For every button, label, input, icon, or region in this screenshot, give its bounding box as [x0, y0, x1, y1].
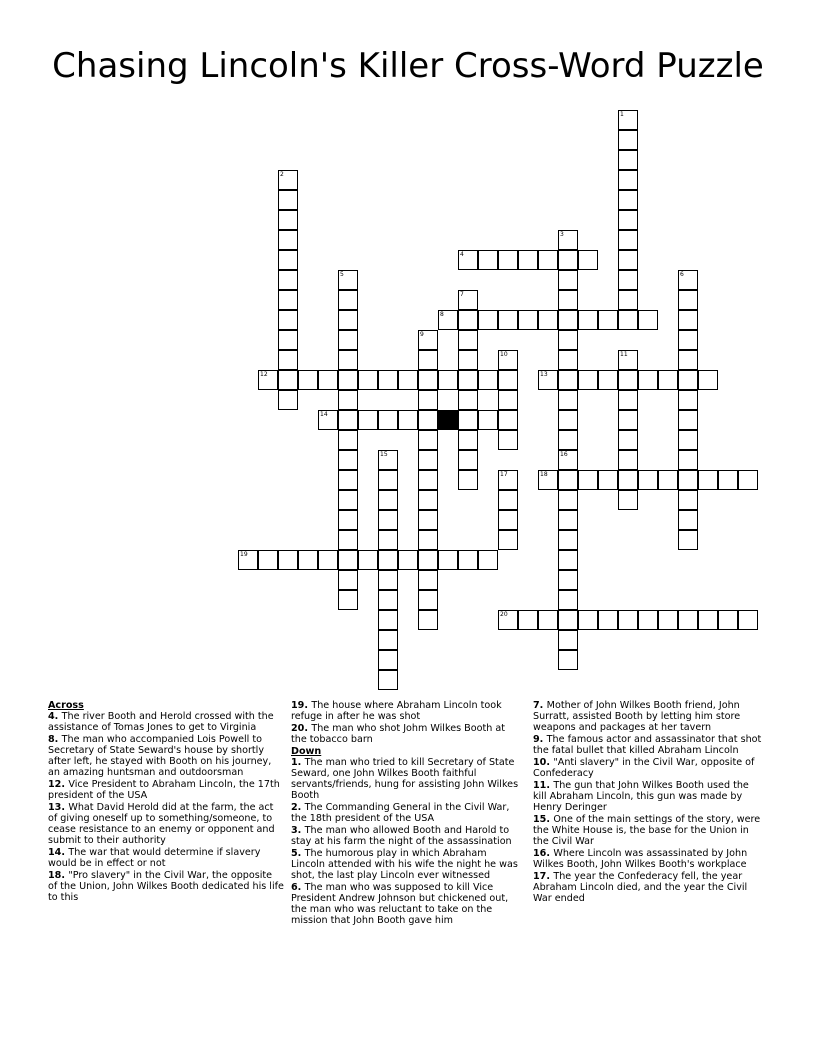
grid-cell[interactable]	[478, 310, 498, 330]
grid-cell[interactable]	[338, 490, 358, 510]
grid-cell[interactable]	[278, 390, 298, 410]
grid-cell[interactable]	[558, 530, 578, 550]
grid-cell[interactable]	[578, 370, 598, 390]
grid-cell[interactable]	[438, 550, 458, 570]
grid-cell[interactable]	[458, 370, 478, 390]
grid-cell[interactable]	[338, 370, 358, 390]
grid-cell[interactable]	[318, 410, 338, 430]
grid-cell[interactable]	[578, 310, 598, 330]
grid-cell[interactable]	[558, 370, 578, 390]
clue-number: 9	[420, 331, 424, 338]
grid-cell[interactable]	[238, 550, 258, 570]
grid-cell[interactable]	[698, 610, 718, 630]
grid-cell[interactable]	[278, 230, 298, 250]
grid-cell[interactable]	[678, 330, 698, 350]
grid-cell[interactable]	[558, 350, 578, 370]
grid-cell[interactable]	[278, 190, 298, 210]
grid-cell[interactable]	[538, 470, 558, 490]
clue-item: 20. The man who shot Johm Wilkes Booth at the tobacco barn	[291, 723, 505, 745]
grid-cell[interactable]	[278, 370, 298, 390]
grid-cell[interactable]	[678, 430, 698, 450]
clue-number: 19	[240, 551, 248, 558]
grid-cell[interactable]	[598, 610, 618, 630]
clue-item: 15. One of the main settings of the story, were the White House is, the base for the Union in the Civil War	[533, 814, 761, 847]
grid-cell[interactable]	[498, 310, 518, 330]
grid-cell[interactable]	[338, 550, 358, 570]
grid-cell[interactable]	[338, 350, 358, 370]
grid-cell[interactable]	[558, 270, 578, 290]
clue-number: 11	[620, 351, 628, 358]
grid-cell[interactable]	[618, 150, 638, 170]
grid-cell[interactable]	[558, 390, 578, 410]
grid-cell[interactable]	[278, 350, 298, 370]
grid-cell[interactable]	[258, 370, 278, 390]
grid-cell[interactable]	[558, 490, 578, 510]
grid-cell[interactable]	[538, 310, 558, 330]
grid-cell[interactable]	[338, 530, 358, 550]
clue-item: 18. "Pro slavery" in the Civil War, the opposite of the Union, John Wilkes Booth dedicated his life to this	[48, 870, 284, 903]
grid-cell[interactable]	[498, 430, 518, 450]
grid-cell[interactable]	[678, 490, 698, 510]
grid-cell[interactable]	[558, 310, 578, 330]
grid-cell[interactable]	[338, 430, 358, 450]
grid-cell[interactable]	[678, 470, 698, 490]
grid-cell[interactable]	[538, 610, 558, 630]
grid-cell[interactable]	[378, 610, 398, 630]
grid-cell[interactable]	[738, 470, 758, 490]
clue-column-1	[48, 700, 284, 904]
grid-cell[interactable]	[378, 650, 398, 670]
grid-cell[interactable]	[578, 250, 598, 270]
grid-cell[interactable]	[378, 590, 398, 610]
grid-cell[interactable]	[458, 470, 478, 490]
clue-column-2	[291, 700, 523, 927]
grid-cell[interactable]	[558, 570, 578, 590]
grid-cell[interactable]	[498, 250, 518, 270]
grid-cell[interactable]	[438, 310, 458, 330]
grid-cell[interactable]	[478, 550, 498, 570]
grid-cell[interactable]	[638, 370, 658, 390]
grid-cell[interactable]	[458, 310, 478, 330]
grid-cell[interactable]	[738, 610, 758, 630]
down-heading: Down	[291, 746, 322, 757]
grid-cell[interactable]	[498, 470, 518, 490]
grid-cell[interactable]	[618, 470, 638, 490]
grid-cell[interactable]	[478, 250, 498, 270]
grid-cell[interactable]	[458, 410, 478, 430]
grid-cell[interactable]	[278, 250, 298, 270]
clue-number: 6	[680, 271, 684, 278]
grid-cell[interactable]	[298, 550, 318, 570]
grid-cell[interactable]	[498, 530, 518, 550]
grid-cell[interactable]	[558, 590, 578, 610]
grid-cell[interactable]	[538, 370, 558, 390]
grid-cell[interactable]	[278, 330, 298, 350]
grid-cell[interactable]	[498, 390, 518, 410]
grid-cell[interactable]	[678, 390, 698, 410]
grid-cell[interactable]	[378, 550, 398, 570]
grid-cell[interactable]	[698, 370, 718, 390]
clue-number: 17	[500, 471, 508, 478]
grid-cell[interactable]	[618, 350, 638, 370]
grid-cell[interactable]	[418, 410, 438, 430]
grid-cell[interactable]	[338, 410, 358, 430]
grid-cell[interactable]	[638, 610, 658, 630]
clue-number: 5	[340, 271, 344, 278]
grid-cell[interactable]	[278, 290, 298, 310]
grid-cell[interactable]	[418, 530, 438, 550]
clue-item: 9. The famous actor and assassinator that shot the fatal bullet that killed Abraham Lincoln	[533, 734, 762, 756]
clue-item: 4. The river Booth and Herold crossed with the assistance of Tomas Jones to get to Virginia	[48, 711, 274, 733]
grid-cell[interactable]	[338, 590, 358, 610]
grid-cell[interactable]	[658, 470, 678, 490]
grid-cell[interactable]	[458, 350, 478, 370]
grid-cell[interactable]	[638, 470, 658, 490]
grid-cell[interactable]	[358, 410, 378, 430]
across-heading: Across	[48, 700, 84, 711]
clue-item: 16. Where Lincoln was assassinated by John Wilkes Booth, John Wilkes Booth's workplace	[533, 848, 748, 870]
grid-cell[interactable]	[618, 190, 638, 210]
grid-cell[interactable]	[458, 430, 478, 450]
grid-cell[interactable]	[618, 390, 638, 410]
clue-item: 13. What David Herold did at the farm, the act of giving oneself up to something/someone, to cease resistance to an enemy or opponent and submit to their authority	[48, 802, 275, 846]
grid-cell[interactable]	[338, 450, 358, 470]
grid-cell[interactable]	[358, 370, 378, 390]
grid-cell[interactable]	[458, 390, 478, 410]
clue-item: 3. The man who allowed Booth and Harold to stay at his farm the night of the assassination	[291, 825, 512, 847]
grid-cell[interactable]	[418, 490, 438, 510]
grid-cell[interactable]	[458, 550, 478, 570]
grid-cell[interactable]	[378, 630, 398, 650]
grid-cell[interactable]	[338, 310, 358, 330]
grid-cell[interactable]	[318, 370, 338, 390]
grid-cell[interactable]	[478, 410, 498, 430]
grid-cell[interactable]	[578, 470, 598, 490]
grid-cell[interactable]	[618, 130, 638, 150]
grid-cell[interactable]	[718, 470, 738, 490]
grid-cell[interactable]	[718, 610, 738, 630]
grid-cell[interactable]	[618, 310, 638, 330]
grid-cell[interactable]	[578, 610, 598, 630]
clue-number: 4	[460, 251, 464, 258]
grid-cell[interactable]	[278, 310, 298, 330]
clue-number: 8	[440, 311, 444, 318]
grid-cell[interactable]	[498, 350, 518, 370]
grid-cell[interactable]	[378, 670, 398, 690]
grid-cell[interactable]	[358, 550, 378, 570]
grid-cell[interactable]	[558, 610, 578, 630]
grid-cell[interactable]	[678, 290, 698, 310]
grid-cell[interactable]	[678, 310, 698, 330]
grid-cell[interactable]	[458, 330, 478, 350]
grid-cell[interactable]	[678, 530, 698, 550]
clue-number: 14	[320, 411, 328, 418]
grid-cell[interactable]	[398, 410, 418, 430]
grid-cell[interactable]	[618, 430, 638, 450]
grid-cell[interactable]	[378, 530, 398, 550]
grid-cell[interactable]	[618, 230, 638, 250]
grid-cell[interactable]	[418, 430, 438, 450]
puzzle-title: Chasing Lincoln's Killer Cross-Word Puzzle	[52, 46, 764, 86]
clue-item: 14. The war that would determine if slavery would be in effect or not	[48, 847, 261, 869]
grid-cell[interactable]	[498, 490, 518, 510]
grid-cell[interactable]	[338, 510, 358, 530]
grid-cell[interactable]	[618, 270, 638, 290]
grid-cell[interactable]	[338, 390, 358, 410]
clue-item: 10. "Anti slavery" in the Civil War, opposite of Confederacy	[533, 757, 755, 779]
grid-cell[interactable]	[398, 550, 418, 570]
grid-cell[interactable]	[458, 250, 478, 270]
grid-cell[interactable]	[418, 370, 438, 390]
grid-cell[interactable]	[618, 250, 638, 270]
grid-cell[interactable]	[558, 550, 578, 570]
grid-cell[interactable]	[618, 490, 638, 510]
grid-cell[interactable]	[278, 270, 298, 290]
clue-item: 5. The humorous play in which Abraham Lincoln attended with his wife the night he was shot, the last play Lincoln ever witnessed	[291, 848, 518, 881]
clue-number: 10	[500, 351, 508, 358]
grid-cell[interactable]	[558, 410, 578, 430]
grid-cell[interactable]	[618, 210, 638, 230]
grid-cell[interactable]	[558, 430, 578, 450]
grid-cell[interactable]	[678, 270, 698, 290]
grid-cell[interactable]	[298, 370, 318, 390]
grid-cell[interactable]	[378, 510, 398, 530]
black-square	[438, 410, 458, 430]
grid-cell[interactable]	[418, 330, 438, 350]
grid-cell[interactable]	[418, 470, 438, 490]
grid-cell[interactable]	[378, 570, 398, 590]
grid-cell[interactable]	[458, 290, 478, 310]
clue-item: 19. The house where Abraham Lincoln took refuge in after he was shot	[291, 700, 502, 722]
grid-cell[interactable]	[598, 470, 618, 490]
grid-cell[interactable]	[618, 170, 638, 190]
clue-item: 2. The Commanding General in the Civil War, the 18th president of the USA	[291, 802, 510, 824]
grid-cell[interactable]	[418, 450, 438, 470]
grid-cell[interactable]	[618, 610, 638, 630]
grid-cell[interactable]	[678, 370, 698, 390]
grid-cell[interactable]	[378, 370, 398, 390]
grid-cell[interactable]	[558, 650, 578, 670]
grid-cell[interactable]	[678, 610, 698, 630]
grid-cell[interactable]	[338, 470, 358, 490]
grid-cell[interactable]	[498, 510, 518, 530]
grid-cell[interactable]	[278, 550, 298, 570]
grid-cell[interactable]	[558, 250, 578, 270]
grid-cell[interactable]	[378, 470, 398, 490]
clue-item: 17. The year the Confederacy fell, the year Abraham Lincoln died, and the year the Civil War ended	[533, 871, 748, 904]
clue-number: 16	[560, 451, 568, 458]
grid-cell[interactable]	[498, 610, 518, 630]
grid-cell[interactable]	[698, 470, 718, 490]
grid-cell[interactable]	[418, 590, 438, 610]
grid-cell[interactable]	[338, 290, 358, 310]
grid-cell[interactable]	[338, 570, 358, 590]
grid-cell[interactable]	[418, 550, 438, 570]
grid-cell[interactable]	[658, 370, 678, 390]
grid-cell[interactable]	[678, 510, 698, 530]
grid-cell[interactable]	[598, 370, 618, 390]
grid-cell[interactable]	[558, 450, 578, 470]
grid-cell[interactable]	[318, 550, 338, 570]
grid-cell[interactable]	[418, 570, 438, 590]
grid-cell[interactable]	[558, 290, 578, 310]
grid-cell[interactable]	[678, 450, 698, 470]
grid-cell[interactable]	[598, 310, 618, 330]
grid-cell[interactable]	[498, 410, 518, 430]
grid-cell[interactable]	[338, 270, 358, 290]
grid-cell[interactable]	[378, 490, 398, 510]
clue-number: 7	[460, 291, 464, 298]
grid-cell[interactable]	[458, 450, 478, 470]
grid-cell[interactable]	[518, 610, 538, 630]
grid-cell[interactable]	[638, 310, 658, 330]
grid-cell[interactable]	[558, 330, 578, 350]
grid-cell[interactable]	[558, 630, 578, 650]
grid-cell[interactable]	[558, 230, 578, 250]
grid-cell[interactable]	[378, 450, 398, 470]
grid-cell[interactable]	[618, 450, 638, 470]
clue-number: 12	[260, 371, 268, 378]
grid-cell[interactable]	[338, 330, 358, 350]
clue-number: 15	[380, 451, 388, 458]
grid-cell[interactable]	[398, 370, 418, 390]
grid-cell[interactable]	[518, 310, 538, 330]
grid-cell[interactable]	[498, 370, 518, 390]
grid-cell[interactable]	[438, 370, 458, 390]
grid-cell[interactable]	[258, 550, 278, 570]
clue-item: 11. The gun that John Wilkes Booth used the kill Abraham Lincoln, this gun was made by Henry Deringer	[533, 780, 749, 813]
grid-cell[interactable]	[418, 610, 438, 630]
clue-item: 1. The man who tried to kill Secretary of State Seward, one John Wilkes Booth faithful servants/friends, hung for assisting John Wilkes Booth	[291, 757, 519, 801]
clue-number: 13	[540, 371, 548, 378]
grid-cell[interactable]	[278, 170, 298, 190]
grid-cell[interactable]	[558, 510, 578, 530]
clue-item: 6. The man who was supposed to kill Vice President Andrew Johnson but chickened out, the man who was reluctant to take on the mission that John Booth gave him	[291, 882, 509, 926]
clue-item: 12. Vice President to Abraham Lincoln, the 17th president of the USA	[48, 779, 280, 801]
grid-cell[interactable]	[278, 210, 298, 230]
grid-cell[interactable]	[618, 290, 638, 310]
clue-number: 20	[500, 611, 508, 618]
grid-cell[interactable]	[378, 410, 398, 430]
grid-cell[interactable]	[678, 350, 698, 370]
grid-cell[interactable]	[478, 370, 498, 390]
grid-cell[interactable]	[538, 250, 558, 270]
grid-cell[interactable]	[518, 250, 538, 270]
clue-number: 2	[280, 171, 284, 178]
grid-cell[interactable]	[418, 510, 438, 530]
across-clue-list	[48, 711, 284, 903]
grid-cell[interactable]	[658, 610, 678, 630]
clue-column-3	[533, 700, 765, 905]
clue-item: 8. The man who accompanied Lois Powell to Secretary of State Seward's house by shortly after left, he stayed with Booth on his journey, an amazing huntsman and outdoorsman	[48, 734, 272, 778]
clue-number: 3	[560, 231, 564, 238]
grid-cell[interactable]	[618, 410, 638, 430]
grid-cell[interactable]	[558, 470, 578, 490]
clue-item: 7. Mother of John Wilkes Booth friend, John Surratt, assisted Booth by letting him store weapons and packages at her tavern	[533, 700, 741, 733]
clue-number: 1	[620, 111, 624, 118]
clue-number: 18	[540, 471, 548, 478]
grid-cell[interactable]	[418, 390, 438, 410]
grid-cell[interactable]	[418, 350, 438, 370]
grid-cell[interactable]	[618, 370, 638, 390]
grid-cell[interactable]	[678, 410, 698, 430]
grid-cell[interactable]	[618, 110, 638, 130]
